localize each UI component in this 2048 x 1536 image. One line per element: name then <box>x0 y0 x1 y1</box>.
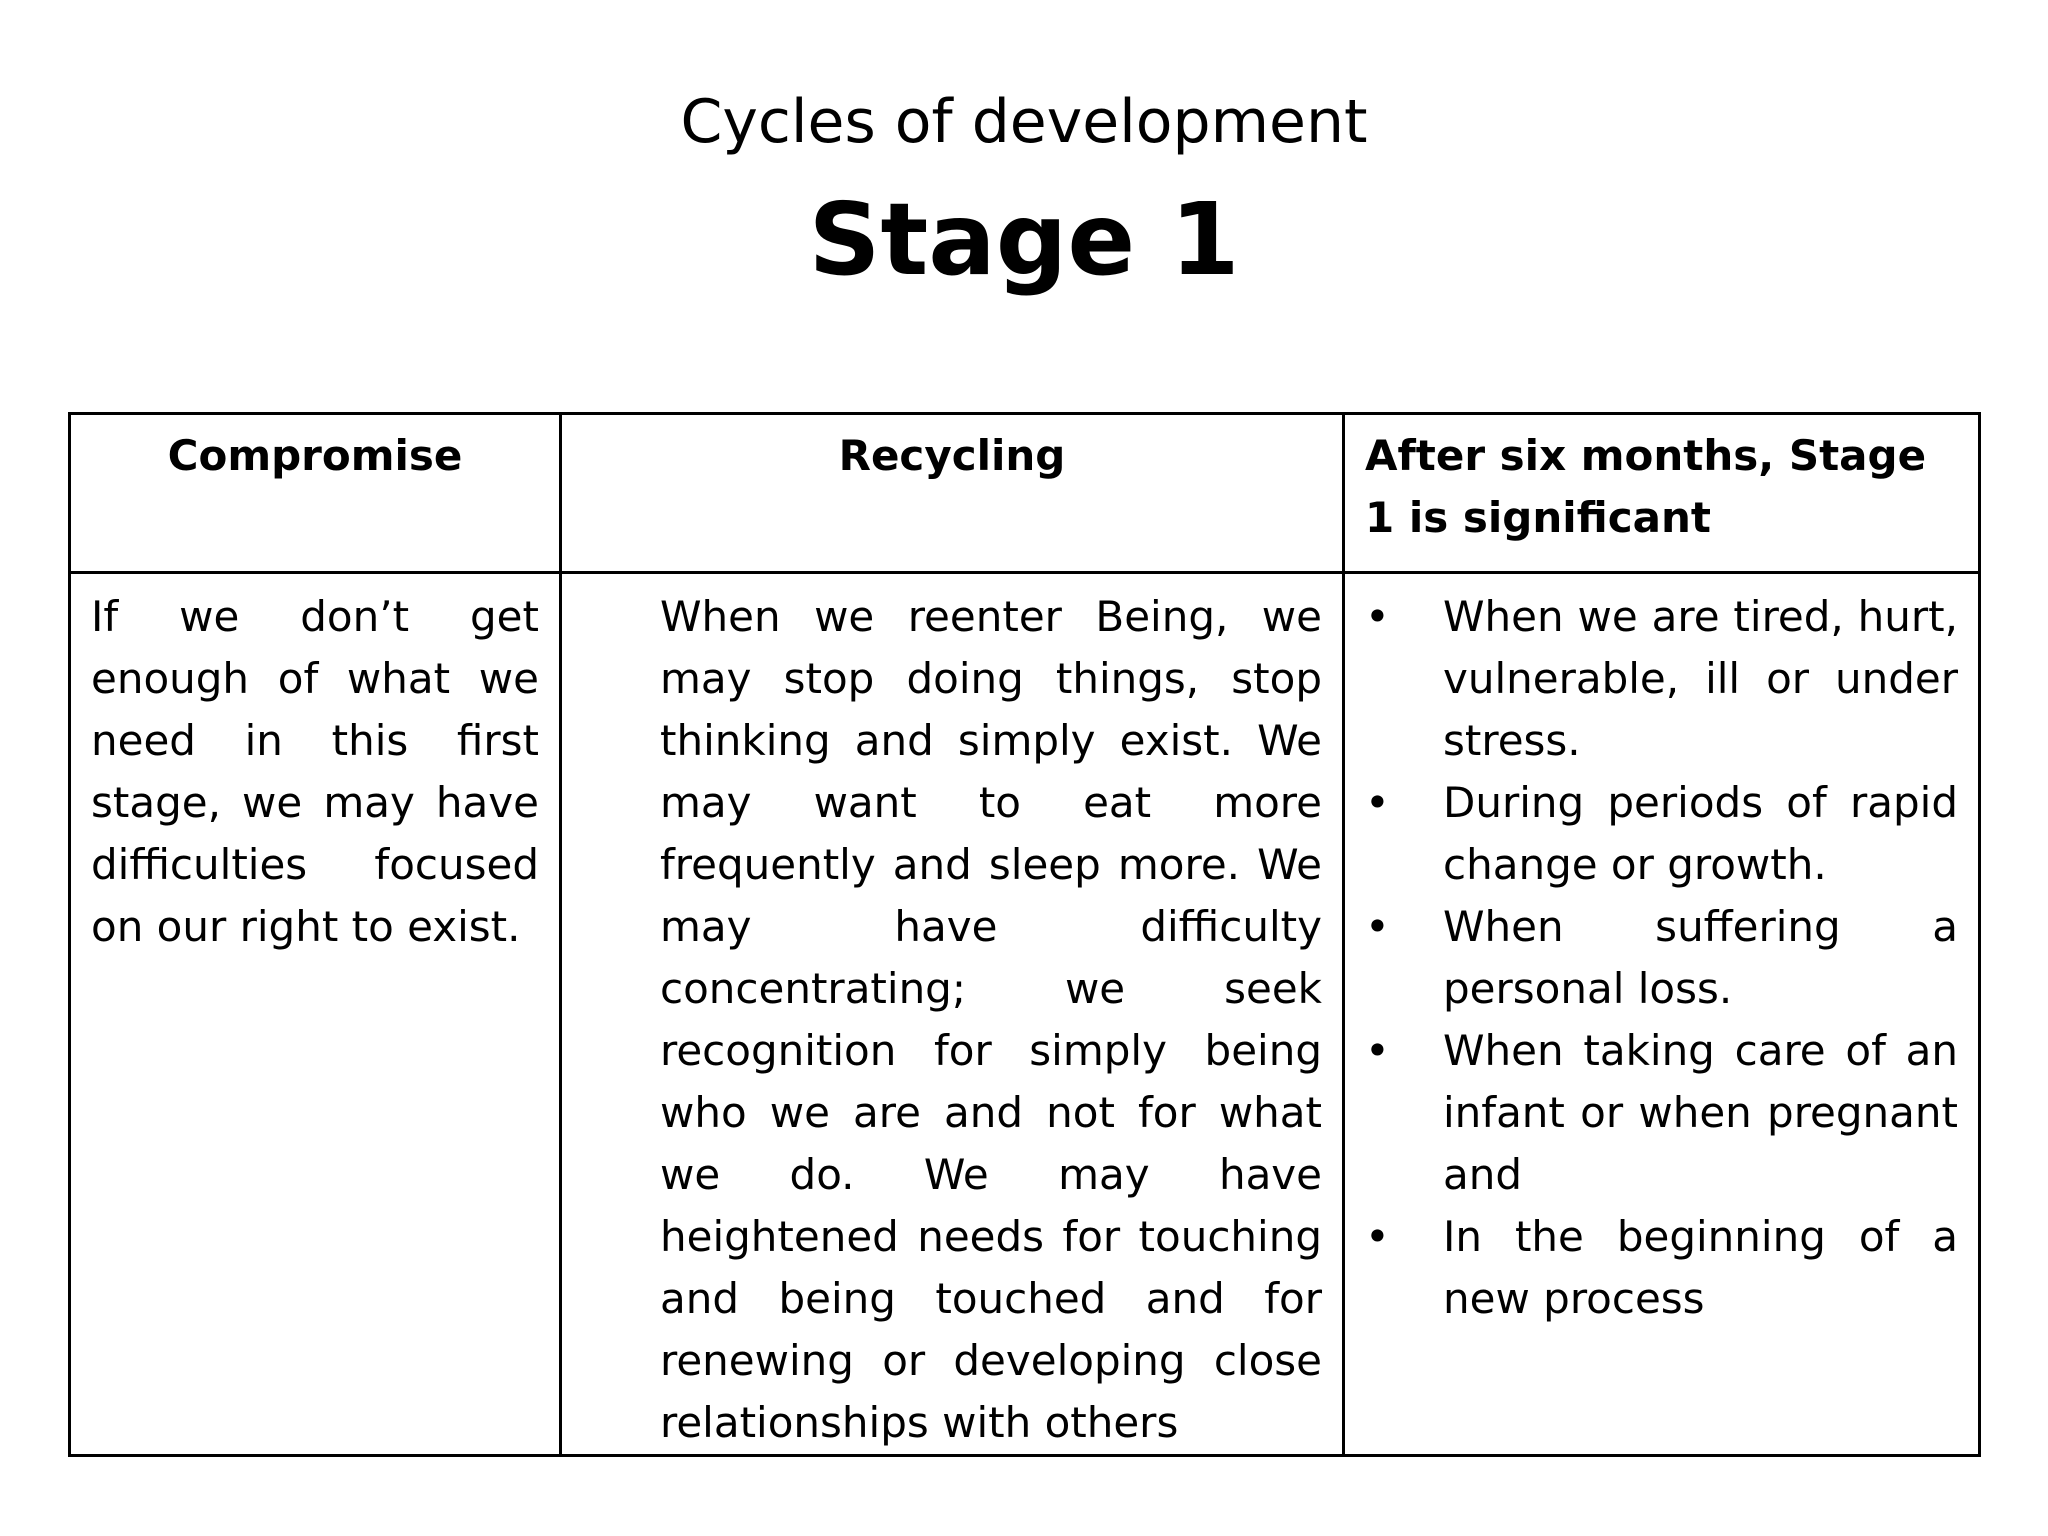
list-item <box>1365 1206 1958 1330</box>
column-header-recycling: Recycling <box>561 414 1344 573</box>
bullet-icon: • <box>1365 778 1390 827</box>
stage-table <box>68 412 1981 1457</box>
significant-cell <box>1344 573 1980 1456</box>
list-item <box>1365 1020 1958 1206</box>
recycling-cell: When we reenter Being, we may stop doing things, stop thinking and simply exist. We may want to eat more frequently and sleep more. We may have difficulty concentrating; we seek recognition for simply being who we are and not for what we do. We may have heightened needs for touching and being touched and for renewing or developing close relationships with others <box>561 573 1344 1456</box>
bullet-icon: • <box>1365 902 1390 951</box>
significant-list <box>1365 586 1958 1330</box>
bullet-icon: • <box>1365 1212 1390 1261</box>
slide-subtitle: Cycles of development <box>680 87 1368 157</box>
list-item <box>1365 586 1958 772</box>
slide-title: Stage 1 <box>808 181 1240 298</box>
table-row <box>70 573 1980 1456</box>
compromise-cell: If we don’t get enough of what we need in this first stage, we may have difficulties focused on our right to exist. <box>70 573 561 1456</box>
column-header-significant: After six months, Stage 1 is significant <box>1344 414 1980 573</box>
bullet-icon: • <box>1365 592 1390 641</box>
list-item <box>1365 896 1958 1020</box>
list-item-text: When we are tired, hurt, vulnerable, ill or under stress. <box>1443 592 1958 765</box>
list-item <box>1365 772 1958 896</box>
list-item-text: In the beginning of a new process <box>1443 1212 1958 1323</box>
bullet-icon: • <box>1365 1026 1390 1075</box>
table-header-row <box>70 414 1980 573</box>
list-item-text: When suffering a personal loss. <box>1443 902 1958 1013</box>
list-item-text: When taking care of an infant or when pregnant and <box>1443 1026 1958 1199</box>
column-header-compromise: Compromise <box>70 414 561 573</box>
list-item-text: During periods of rapid change or growth. <box>1443 778 1958 889</box>
